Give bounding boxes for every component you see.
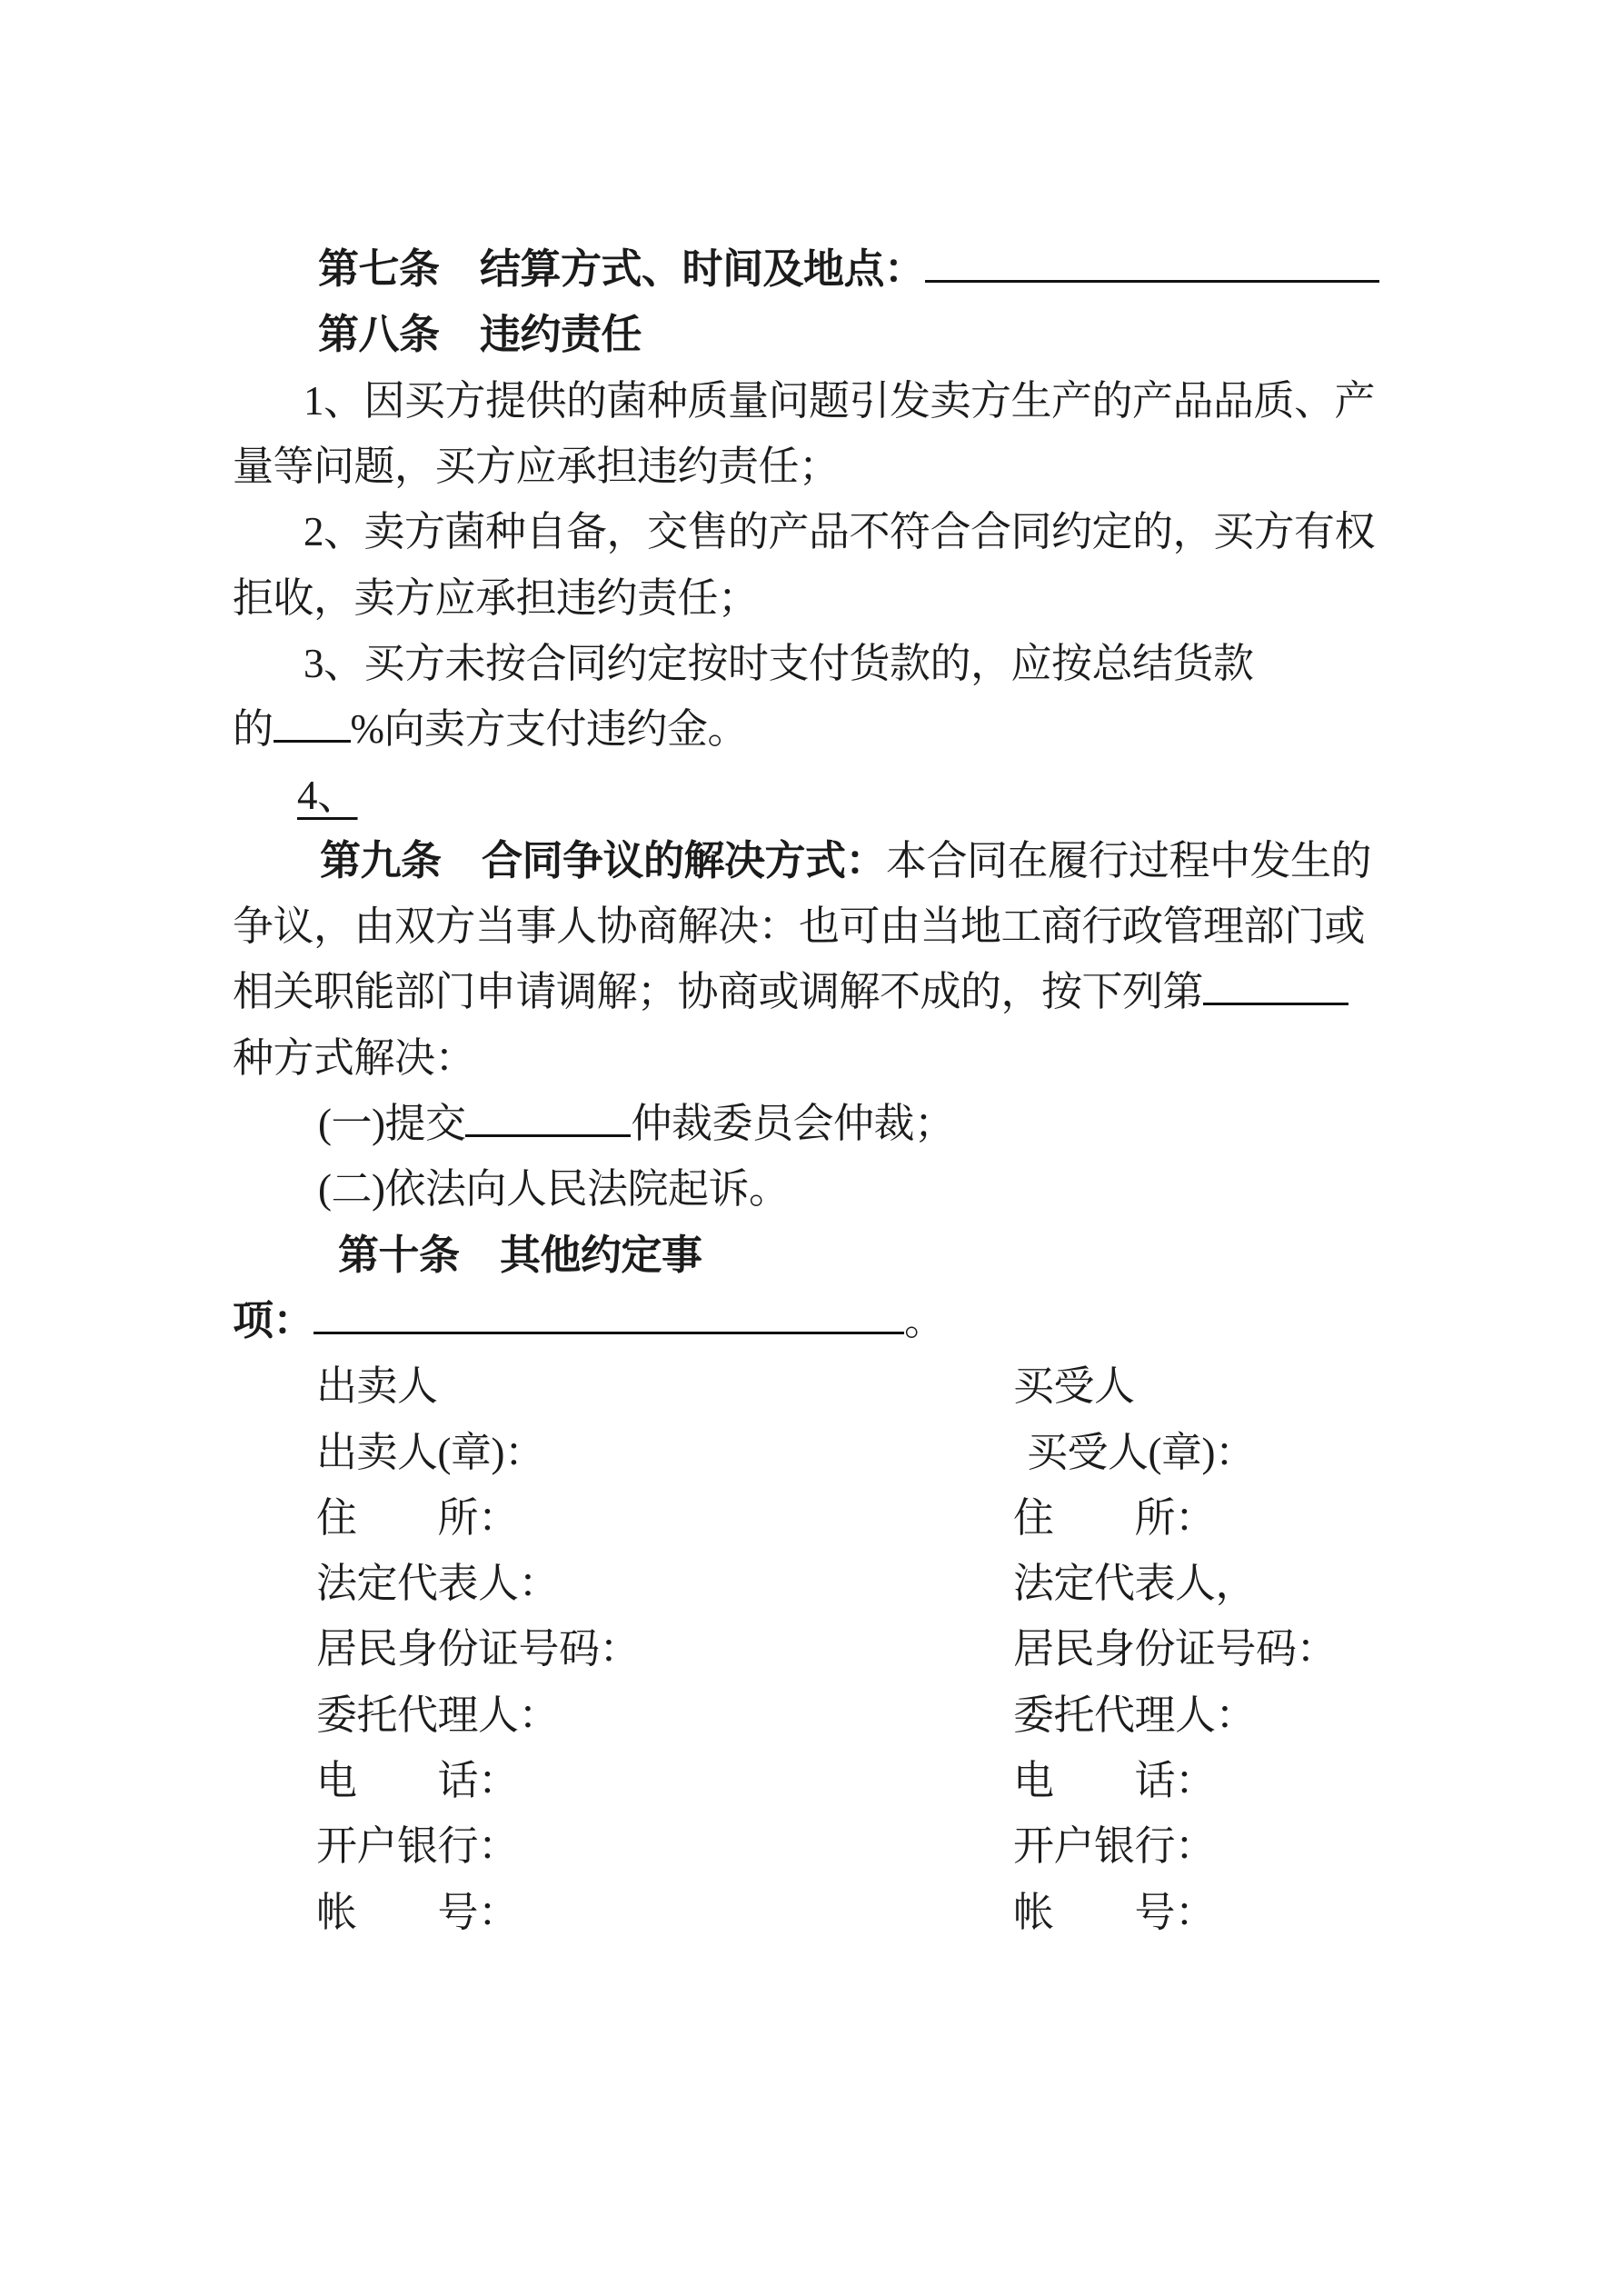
line-cell: [1013, 1748, 1216, 1813]
text-segment: 2、卖方菌种自备，交售的产品不符合合同约定的，买方有权: [304, 509, 1376, 554]
text-line: [0, 1353, 1622, 1419]
line-cell: [304, 631, 1254, 696]
line-cell: [1027, 1420, 1255, 1485]
blank-underline: [1203, 1001, 1348, 1005]
line-cell: [316, 1616, 640, 1682]
line-cell: [233, 434, 840, 499]
line-cell: [318, 302, 642, 367]
text-segment: 住 所：: [316, 1495, 519, 1541]
line-cell: [233, 565, 759, 631]
text-segment: 委托代理人：: [316, 1692, 560, 1738]
text-segment: 法定代表人：: [316, 1561, 560, 1606]
text-line: [0, 302, 1622, 367]
text-segment: 电 话：: [316, 1758, 519, 1803]
text-line: [0, 1813, 1622, 1879]
text-line: [0, 1682, 1622, 1748]
text-segment: %向卖方支付违约金。: [350, 706, 749, 752]
line-cell: [1013, 1353, 1135, 1419]
text-line: [0, 631, 1622, 696]
text-segment: 开户银行：: [1013, 1823, 1216, 1869]
text-segment: 仲裁委员会仲裁；: [631, 1101, 955, 1146]
text-line: [0, 236, 1622, 302]
text-line: [0, 1223, 1622, 1288]
text-segment: 电 话：: [1013, 1758, 1216, 1803]
line-cell: [318, 1156, 789, 1222]
text-segment: 买受人(章)：: [1027, 1430, 1256, 1475]
line-cell: [1013, 1485, 1216, 1551]
line-cell: [338, 1223, 702, 1288]
text-segment: 居民身份证号码：: [1013, 1626, 1338, 1672]
text-segment: (一)提交: [318, 1101, 466, 1146]
line-cell: [318, 236, 1379, 302]
line-cell: [233, 959, 1348, 1024]
line-cell: [1013, 1682, 1256, 1748]
text-segment: 的: [233, 706, 274, 752]
line-cell: [316, 1420, 544, 1485]
blank-underline: [465, 1133, 631, 1137]
line-cell: [233, 893, 1365, 959]
text-segment: 第八条 违约责任: [318, 312, 642, 357]
blank-underline: [274, 738, 351, 743]
line-cell: [316, 1551, 559, 1616]
text-segment: 拒收，卖方应承担违约责任；: [233, 575, 759, 621]
line-cell: [316, 1682, 559, 1748]
blank-underline: [925, 278, 1379, 283]
text-line: [0, 1616, 1622, 1682]
line-cell: [297, 763, 358, 828]
text-line: [0, 1091, 1622, 1156]
text-segment: 项：: [233, 1298, 314, 1343]
text-line: [0, 763, 1622, 828]
line-cell: [1013, 1880, 1216, 1945]
line-cell: [316, 1485, 519, 1551]
text-line: [0, 565, 1622, 631]
text-line: [0, 1551, 1622, 1616]
text-segment: 住 所：: [1013, 1495, 1216, 1541]
text-segment: 争议，由双方当事人协商解决：也可由当地工商行政管理部门或: [233, 903, 1366, 949]
text-line: [0, 434, 1622, 499]
text-line: [0, 1485, 1622, 1551]
text-segment: 帐 号：: [1013, 1890, 1216, 1935]
text-segment: 帐 号：: [316, 1890, 519, 1935]
text-line: [0, 499, 1622, 564]
text-segment: 1、因买方提供的菌种质量问题引发卖方生产的产品品质、产: [304, 378, 1376, 424]
text-segment: 出卖人(章)：: [316, 1430, 545, 1475]
text-line: [0, 1156, 1622, 1222]
text-line: [0, 1288, 1622, 1353]
text-segment: 法定代表人，: [1013, 1561, 1257, 1606]
text-segment: (二)依法向人民法院起诉。: [318, 1166, 790, 1212]
line-cell: [304, 368, 1375, 434]
text-line: [0, 1025, 1622, 1091]
blank-underline: [313, 1330, 904, 1334]
text-segment: 4、: [297, 773, 358, 818]
text-line: [0, 696, 1622, 762]
text-segment: 买受人: [1013, 1363, 1135, 1409]
line-cell: [1013, 1813, 1216, 1879]
text-segment: 本合同在履行过程中发生的: [886, 838, 1372, 883]
line-cell: [233, 1025, 475, 1091]
text-segment: 开户银行：: [316, 1823, 519, 1869]
text-line: [0, 1880, 1622, 1945]
line-cell: [1013, 1551, 1256, 1616]
line-cell: [316, 1880, 519, 1945]
line-cell: [316, 1748, 519, 1813]
text-line: [0, 828, 1622, 893]
line-cell: [304, 499, 1375, 564]
text-segment: 第九条 合同争议的解决方式：: [320, 838, 887, 883]
text-segment: 第十条 其他约定事: [338, 1233, 702, 1278]
text-line: [0, 893, 1622, 959]
text-line: [0, 959, 1622, 1024]
text-segment: 3、买方未按合同约定按时支付货款的，应按总结货款: [304, 641, 1254, 686]
text-segment: 第七条 结算方式、时间及地点：: [318, 246, 925, 292]
text-line: [0, 1748, 1622, 1813]
text-segment: 相关职能部门申请调解；协商或调解不成的，按下列第: [233, 969, 1204, 1014]
text-segment: 居民身份证号码：: [316, 1626, 641, 1672]
line-cell: [320, 828, 1371, 893]
text-segment: 委托代理人：: [1013, 1692, 1257, 1738]
text-segment: 种方式解决：: [233, 1035, 476, 1081]
line-cell: [233, 1288, 945, 1353]
text-line: [0, 1420, 1622, 1485]
line-cell: [233, 696, 748, 762]
text-segment: 出卖人: [316, 1363, 438, 1409]
line-cell: [316, 1353, 438, 1419]
text-segment: 量等问题，买方应承担违约责任；: [233, 444, 840, 489]
line-cell: [318, 1091, 955, 1156]
text-segment: 。: [904, 1298, 945, 1343]
text-line: [0, 368, 1622, 434]
line-cell: [1013, 1616, 1337, 1682]
line-cell: [316, 1813, 519, 1879]
